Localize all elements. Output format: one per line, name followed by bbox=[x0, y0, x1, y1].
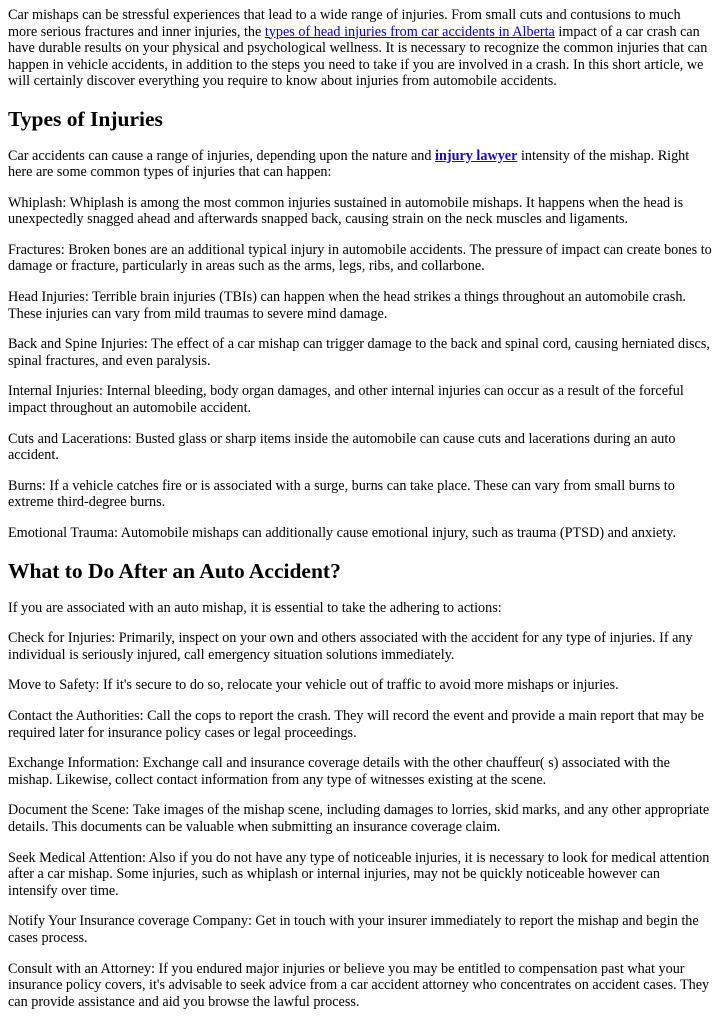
steps-lead-paragraph: If you are associated with an auto mishap, it is essential to take the adhering to actions: bbox=[8, 599, 502, 616]
injury-item-cuts: Cuts and Lacerations: Busted glass or sharp items inside the automobile can cause cuts and lacerations during an auto accident. bbox=[8, 430, 676, 464]
step-item-exchange-information: Exchange Information: Exchange call and insurance coverage details with the other chauffeur( s) associated with the mishap. Likewise, collect contact information from any type of witnesses existing at the scene. bbox=[8, 755, 670, 788]
step-item-move-to-safety: Move to Safety: If it's secure to do so, relocate your vehicle out of traffic to avoid more mishaps or injuries. bbox=[8, 677, 619, 694]
step-item-notify-insurance: Notify Your Insurance coverage Company: Get in touch with your insurer immediately to report the mishap and begin the cases process. bbox=[8, 913, 699, 946]
intro-paragraph bbox=[8, 7, 713, 90]
types-lead-text-after-link: intensity of the mishap. Right here are some common types of injuries that can happen: bbox=[8, 147, 690, 180]
section-heading-types-of-injuries: Types of Injuries bbox=[8, 106, 163, 131]
injury-item-fractures: Fractures: Broken bones are an additional typical injury in automobile accidents. The pressure of impact can create bones to damage or fracture, particularly in areas such as the arms, legs, ribs, and collarbone. bbox=[8, 241, 712, 275]
injury-lawyer-link[interactable]: injury lawyer bbox=[435, 147, 518, 164]
injury-item-whiplash: Whiplash: Whiplash is among the most common injuries sustained in automobile mishaps. It happens when the head is unexpectedly snagged ahead and afterwards snapped back, causing strain on the neck muscles and ligaments. bbox=[8, 194, 684, 228]
section-heading-what-to-do: What to Do After an Auto Accident? bbox=[8, 558, 341, 583]
intro-text-before-link: Car mishaps can be stressful experiences that lead to a wide range of injuries. From small cuts and contusions to much more serious fractures and inner injuries, the bbox=[8, 7, 681, 40]
injury-item-emotional-trauma: Emotional Trauma: Automobile mishaps can additionally cause emotional injury, such as trauma (PTSD) and anxiety. bbox=[8, 525, 677, 541]
step-item-seek-medical: Seek Medical Attention: Also if you do not have any type of noticeable injuries, it is necessary to look for medical attention after a car mishap. Some injuries, such as whiplash or internal injuries, may not be quickly noticeable however can intensify over time. bbox=[8, 849, 710, 899]
head-injuries-link[interactable]: types of head injuries from car accidents in Alberta bbox=[264, 23, 555, 40]
step-item-contact-authorities: Contact the Authorities: Call the cops to report the crash. They will record the event and provide a main report that may be required later for insurance policy cases or legal proceedings. bbox=[8, 708, 704, 741]
injury-item-internal: Internal Injuries: Internal bleeding, body organ damages, and other internal injuries can occur as a result of the forceful impact throughout an automobile accident. bbox=[8, 383, 684, 416]
injury-item-burns: Burns: If a vehicle catches fire or is associated with a surge, burns can take place. These can vary from small burns to extreme third-degree burns. bbox=[8, 477, 675, 511]
step-item-check-injuries: Check for Injuries: Primarily, inspect on your own and others associated with the accident for any type of injuries. If any individual is seriously injured, call emergency situation solutions immediately. bbox=[8, 630, 693, 663]
injury-item-back-spine: Back and Spine Injuries: The effect of a car mishap can trigger damage to the back and spinal cord, causing herniated discs, spinal fractures, and even paralysis. bbox=[8, 336, 710, 369]
injury-item-head-injuries: Head Injuries: Terrible brain injuries (TBIs) can happen when the head strikes a things throughout an automobile crash. These injuries can vary from mild traumas to severe mind damage. bbox=[8, 289, 686, 322]
types-lead-paragraph bbox=[8, 148, 713, 181]
types-lead-text-before-link: Car accidents can cause a range of injuries, depending upon the nature and bbox=[8, 147, 436, 164]
step-item-document-scene: Document the Scene: Take images of the mishap scene, including damages to lorries, skid marks, and any other appropriate details. This documents can be valuable when submitting an insurance coverage claim. bbox=[8, 802, 710, 835]
intro-text-after-link: impact of a car crash can have durable results on your physical and psychological wellness. It is necessary to recognize the common injuries that can happen in vehicle accidents, in addition to the steps you need to take if you are involved in a crash. In this short article, we will certainly discover everything you require to know about injuries from automobile accidents. bbox=[8, 23, 708, 89]
step-item-consult-attorney: Consult with an Attorney: If you endured major injuries or believe you may be entitled to compensation past what your insurance policy covers, it's advisable to seek advice from a car accident attorney who concentrates on accident cases. They can provide assistance and aid you browse the lawful process. bbox=[8, 960, 710, 1010]
